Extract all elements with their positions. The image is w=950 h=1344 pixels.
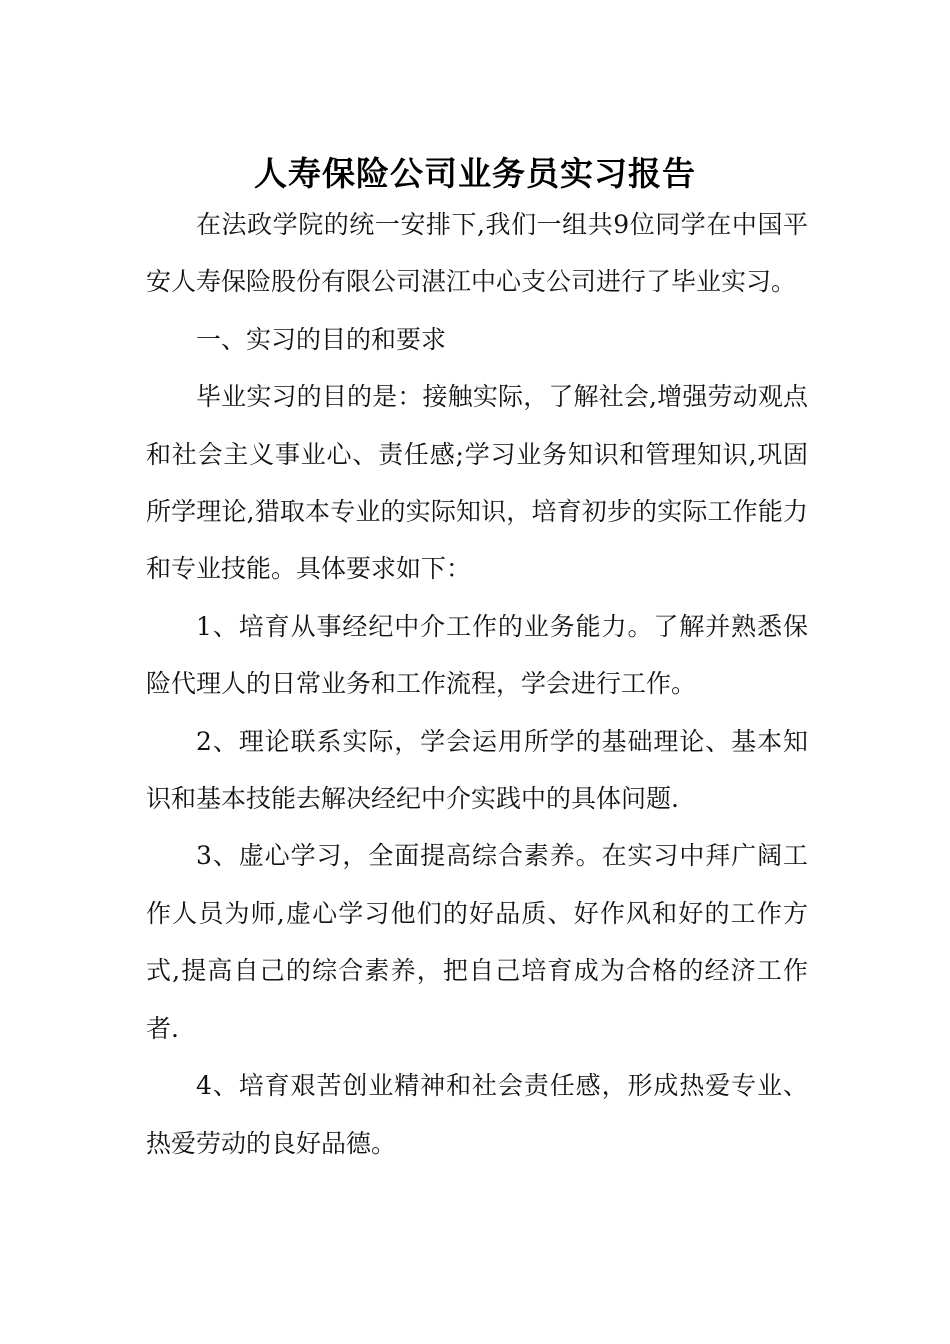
purpose-paragraph: 毕业实习的目的是：接触实际，了解社会,增强劳动观点和社会主义事业心、责任感;学习业务知识和管理知识,巩固所学理论,猎取本专业的实际知识，培育初步的实际工作能力和专业技能。具体要求如下： bbox=[146, 382, 808, 584]
requirement-item-2: 2、理论联系实际，学会运用所学的基础理论、基本知识和基本技能去解决经纪中介实践中的具体问题. bbox=[146, 726, 808, 814]
document-title: 人寿保险公司业务员实习报告 bbox=[254, 154, 696, 194]
requirement-item-4: 4、培育艰苦创业精神和社会责任感，形成热爱专业、热爱劳动的良好品德。 bbox=[146, 1071, 808, 1158]
requirement-item-1: 1、培育从事经纪中介工作的业务能力。了解并熟悉保险代理人的日常业务和工作流程，学会进行工作。 bbox=[146, 611, 808, 699]
requirement-item-3: 3、虚心学习，全面提高综合素养。在实习中拜广阔工作人员为师,虚心学习他们的好品质、好作风和好的工作方式,提高自己的综合素养，把自己培育成为合格的经济工作者. bbox=[146, 841, 808, 1043]
section-heading-purpose: 一、实习的目的和要求 bbox=[196, 324, 447, 354]
document-body bbox=[146, 196, 808, 1172]
intro-paragraph: 在法政学院的统一安排下,我们一组共9位同学在中国平安人寿保险股份有限公司湛江中心支公司进行了毕业实习。 bbox=[146, 210, 808, 297]
